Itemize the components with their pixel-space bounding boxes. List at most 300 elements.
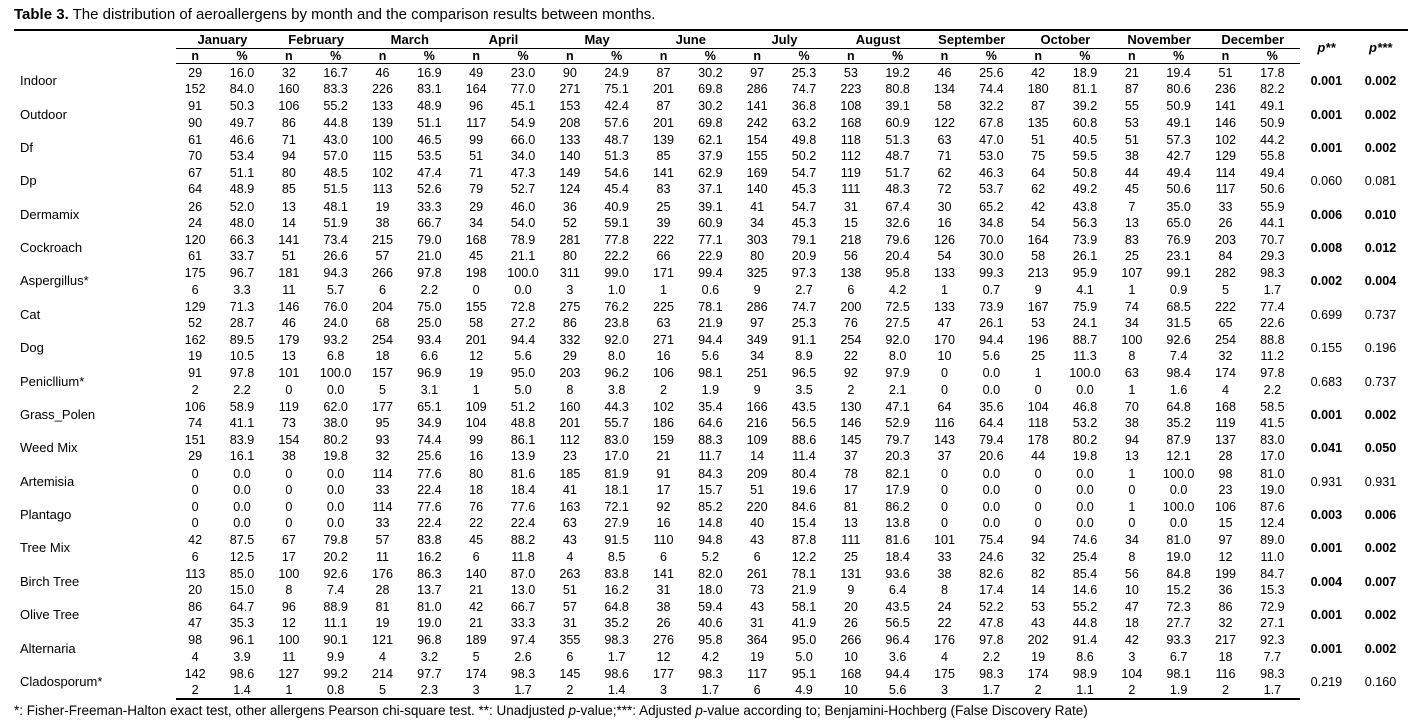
- percent-cell: 77.4: [1260, 299, 1285, 314]
- percent-cell: 88.3: [698, 433, 723, 448]
- percent-cell: 29.3: [1260, 249, 1285, 264]
- percent-cell: 35.2: [1166, 416, 1191, 431]
- count-cell: 223: [840, 82, 862, 97]
- table-caption-label: Table 3.: [14, 6, 69, 23]
- count-cell: 286: [746, 82, 768, 97]
- percent-cell: 100.0: [319, 366, 352, 381]
- count-cell: 34: [750, 215, 765, 230]
- count-cell: 20: [843, 600, 858, 615]
- p-unadjusted-cell: 0.002: [1310, 274, 1343, 289]
- count-cell: 236: [1214, 82, 1236, 97]
- count-cell: 64: [188, 182, 203, 197]
- percent-cell: 58.1: [791, 600, 817, 615]
- p-adjusted-cell: 0.081: [1364, 174, 1397, 189]
- percent-cell: 13.7: [417, 582, 442, 597]
- percent-cell: 11.1: [323, 616, 348, 631]
- count-cell: 145: [559, 666, 581, 681]
- percent-cell: 88.9: [323, 600, 348, 615]
- count-cell: 19: [750, 649, 765, 664]
- percent-cell: 47.4: [417, 166, 442, 181]
- percent-cell: 26.6: [323, 249, 348, 264]
- allergen-name: Grass_Polen: [20, 406, 96, 422]
- percent-cell: 3.1: [420, 382, 439, 397]
- count-cell: 51: [1218, 66, 1233, 81]
- percent-cell: 73.9: [1072, 232, 1098, 247]
- percent-cell: 95.8: [885, 266, 910, 281]
- count-cell: 46: [281, 315, 296, 330]
- count-cell: 86: [188, 600, 203, 615]
- percent-cell: 32.6: [885, 215, 910, 230]
- percent-cell: 25.4: [1072, 549, 1098, 564]
- percent-cell: 64.6: [698, 416, 723, 431]
- percent-cell: 98.6: [229, 666, 255, 681]
- count-cell: 218: [840, 232, 862, 247]
- count-cell: 143: [933, 433, 955, 448]
- n-header: n: [363, 49, 402, 64]
- count-cell: 95: [375, 416, 390, 431]
- percent-cell: 35.4: [698, 399, 723, 414]
- count-cell: 12: [656, 649, 671, 664]
- percent-cell: 38.0: [323, 416, 348, 431]
- count-cell: 6: [566, 649, 574, 664]
- percent-cell: 16.2: [417, 549, 442, 564]
- percent-cell: 76.2: [604, 299, 629, 314]
- percent-cell: 91.5: [604, 533, 629, 548]
- percent-cell: 99.2: [323, 666, 348, 681]
- p-adjusted-cell: 0.002: [1364, 407, 1397, 422]
- percent-cell: 15.0: [229, 582, 255, 597]
- count-cell: 67: [188, 166, 203, 181]
- p-unadjusted-cell: 0.008: [1310, 241, 1343, 256]
- count-cell: 113: [185, 566, 206, 581]
- count-cell: 10: [843, 649, 858, 664]
- count-cell: 215: [372, 232, 394, 247]
- table-row: [14, 415, 1408, 431]
- count-cell: 56: [1124, 566, 1139, 581]
- percent-cell: 55.7: [604, 416, 629, 431]
- p-adjusted-cell: 0.004: [1364, 274, 1397, 289]
- percent-cell: 58.5: [1260, 399, 1285, 414]
- count-cell: 0: [191, 499, 199, 514]
- count-cell: 141: [653, 166, 675, 181]
- percent-cell: 3.8: [607, 382, 626, 397]
- percent-cell: 5.2: [701, 549, 720, 564]
- percent-cell: 34.0: [510, 149, 536, 164]
- percent-cell: 3.9: [233, 649, 251, 664]
- count-cell: 121: [372, 633, 394, 648]
- count-cell: 16: [937, 215, 952, 230]
- percent-cell: 94.4: [885, 666, 910, 681]
- percent-cell: 60.9: [698, 215, 723, 230]
- count-cell: 155: [465, 299, 487, 314]
- count-cell: 162: [184, 333, 206, 348]
- percent-cell: 50.9: [1166, 99, 1191, 114]
- percent-cell: 15.3: [1260, 582, 1285, 597]
- count-cell: 56: [843, 249, 858, 264]
- percent-cell: 26.1: [979, 315, 1004, 330]
- percent-cell: 99.1: [1166, 266, 1191, 281]
- count-cell: 107: [1121, 266, 1143, 281]
- count-cell: 21: [656, 449, 671, 464]
- count-cell: 133: [933, 299, 955, 314]
- percent-cell: 0.6: [701, 282, 720, 297]
- count-cell: 133: [559, 132, 581, 147]
- count-cell: 0: [191, 466, 199, 481]
- percent-cell: 6.4: [888, 582, 907, 597]
- count-cell: 14: [750, 449, 765, 464]
- percent-cell: 15.4: [791, 516, 817, 531]
- count-cell: 203: [1214, 232, 1236, 247]
- count-cell: 57: [375, 533, 390, 548]
- table-row: [14, 582, 1408, 598]
- count-cell: 32: [1218, 349, 1233, 364]
- table-row: [14, 248, 1408, 264]
- percent-cell: 1.7: [1245, 682, 1300, 699]
- count-cell: 111: [841, 533, 861, 548]
- count-cell: 42: [188, 533, 203, 548]
- count-cell: 17: [656, 482, 671, 497]
- percent-header: %: [496, 49, 551, 64]
- count-cell: 2: [1112, 682, 1151, 699]
- percent-cell: 4.9: [777, 682, 832, 699]
- count-cell: 94: [1124, 433, 1139, 448]
- p-adjusted-cell: 0.002: [1364, 608, 1397, 623]
- count-cell: 29: [188, 449, 203, 464]
- percent-cell: 16.0: [229, 66, 255, 81]
- percent-cell: 5.6: [870, 682, 925, 699]
- percent-cell: 98.3: [604, 633, 629, 648]
- count-cell: 5: [379, 382, 387, 397]
- count-cell: 146: [1214, 115, 1236, 130]
- percent-cell: 24.0: [323, 315, 348, 330]
- allergen-name: Cockroach: [20, 240, 83, 256]
- month-header: July: [738, 30, 832, 49]
- percent-cell: 25.3: [791, 66, 817, 81]
- percent-cell: 42.4: [604, 99, 629, 114]
- count-cell: 185: [559, 466, 581, 481]
- percent-cell: 5.0: [795, 649, 813, 664]
- table-row: [14, 215, 1408, 231]
- count-cell: 116: [1215, 666, 1236, 681]
- month-header: May: [550, 30, 644, 49]
- count-cell: 14: [1031, 582, 1046, 597]
- count-cell: 70: [188, 149, 203, 164]
- count-cell: 31: [656, 582, 671, 597]
- count-cell: 154: [278, 433, 300, 448]
- percent-cell: 2.2: [233, 382, 251, 397]
- p-unadjusted-cell: 0.060: [1310, 174, 1343, 189]
- table-row: [14, 181, 1408, 197]
- percent-cell: 62.1: [698, 132, 723, 147]
- count-cell: 12: [281, 616, 296, 631]
- count-cell: 6: [191, 282, 199, 297]
- count-cell: 58: [937, 99, 952, 114]
- count-cell: 4: [1221, 382, 1229, 397]
- percent-cell: 48.5: [323, 166, 348, 181]
- percent-cell: 87.9: [1166, 433, 1191, 448]
- count-cell: 102: [372, 166, 394, 181]
- count-cell: 85: [656, 149, 671, 164]
- percent-cell: 4.2: [701, 649, 720, 664]
- percent-cell: 83.8: [604, 566, 629, 581]
- count-cell: 111: [841, 182, 861, 197]
- table-row: [14, 231, 1408, 248]
- percent-cell: 48.7: [604, 132, 629, 147]
- percent-cell: 34.8: [979, 215, 1004, 230]
- allergen-name: Olive Tree: [20, 607, 80, 623]
- count-cell: 6: [379, 282, 387, 297]
- percent-cell: 7.4: [1169, 349, 1188, 364]
- p-unadjusted-cell: 0.004: [1310, 574, 1343, 589]
- count-cell: 140: [465, 566, 487, 581]
- percent-cell: 47.1: [885, 399, 910, 414]
- percent-cell: 27.9: [604, 516, 629, 531]
- percent-cell: 82.2: [1260, 82, 1285, 97]
- count-cell: 0: [285, 499, 293, 514]
- count-cell: 62: [937, 166, 952, 181]
- percent-cell: 92.0: [604, 333, 629, 348]
- count-cell: 1: [660, 282, 668, 297]
- p-adjusted-cell: 0.006: [1364, 508, 1397, 523]
- percent-cell: 98.3: [979, 666, 1004, 681]
- percent-cell: 8.5: [607, 549, 626, 564]
- percent-cell: 32.2: [979, 99, 1004, 114]
- percent-cell: 22.4: [417, 482, 442, 497]
- table-row: [14, 97, 1408, 114]
- count-cell: 9: [847, 582, 855, 597]
- percent-cell: 57.0: [323, 149, 348, 164]
- count-cell: 10: [937, 349, 952, 364]
- percent-cell: 27.5: [885, 315, 910, 330]
- count-cell: 137: [1214, 433, 1236, 448]
- count-cell: 22: [843, 349, 858, 364]
- count-cell: 118: [840, 132, 861, 147]
- percent-cell: 40.5: [1072, 132, 1098, 147]
- count-cell: 47: [937, 315, 952, 330]
- count-cell: 36: [1218, 582, 1233, 597]
- percent-cell: 83.3: [323, 82, 348, 97]
- row-header-blank: [14, 30, 176, 64]
- percent-cell: 97.8: [229, 366, 255, 381]
- count-cell: 209: [746, 466, 768, 481]
- count-cell: 251: [746, 366, 768, 381]
- count-cell: 38: [656, 600, 671, 615]
- percent-cell: 75.1: [604, 82, 629, 97]
- percent-cell: 95.8: [698, 633, 723, 648]
- percent-cell: 100.0: [1162, 499, 1195, 514]
- count-cell: 282: [1214, 266, 1236, 281]
- count-cell: 140: [559, 149, 581, 164]
- percent-cell: 8.9: [795, 349, 813, 364]
- count-cell: 98: [1218, 466, 1233, 481]
- count-cell: 186: [653, 416, 675, 431]
- percent-header: %: [683, 49, 738, 64]
- count-cell: 87: [1124, 82, 1139, 97]
- count-cell: 117: [1215, 182, 1236, 197]
- count-cell: 86: [562, 315, 577, 330]
- percent-cell: 88.7: [1072, 333, 1098, 348]
- table-caption-text: The distribution of aeroallergens by month and the comparison results between months.: [68, 6, 656, 23]
- percent-cell: 52.0: [229, 199, 255, 214]
- count-cell: 3: [644, 682, 683, 699]
- percent-cell: 63.2: [791, 115, 817, 130]
- count-cell: 2: [1206, 682, 1245, 699]
- percent-cell: 41.1: [229, 416, 255, 431]
- count-cell: 14: [281, 215, 296, 230]
- count-cell: 81: [375, 600, 390, 615]
- percent-cell: 5.6: [701, 349, 720, 364]
- count-cell: 222: [1214, 299, 1236, 314]
- count-cell: 53: [843, 66, 858, 81]
- p-adjusted-cell: 0.002: [1364, 140, 1397, 155]
- p-unadjusted-cell: 0.931: [1310, 474, 1343, 489]
- count-cell: 57: [562, 600, 577, 615]
- percent-cell: 73.9: [979, 299, 1004, 314]
- percent-cell: 99.3: [979, 266, 1004, 281]
- count-cell: 46: [375, 66, 390, 81]
- n-header: n: [457, 49, 496, 64]
- count-cell: 140: [746, 182, 768, 197]
- percent-cell: 41.9: [791, 616, 817, 631]
- count-cell: 141: [653, 566, 675, 581]
- percent-cell: 100.0: [1162, 466, 1195, 481]
- percent-header: %: [870, 49, 925, 64]
- count-cell: 22: [469, 516, 484, 531]
- count-cell: 58: [469, 315, 484, 330]
- percent-cell: 51.9: [323, 215, 348, 230]
- percent-cell: 17.0: [604, 449, 629, 464]
- percent-cell: 96.9: [417, 366, 442, 381]
- count-cell: 364: [746, 633, 768, 648]
- percent-cell: 84.7: [1260, 566, 1285, 581]
- percent-cell: 84.8: [1166, 566, 1191, 581]
- percent-cell: 98.1: [698, 366, 723, 381]
- count-cell: 8: [285, 582, 293, 597]
- count-cell: 51: [562, 582, 577, 597]
- percent-cell: 8.0: [607, 349, 626, 364]
- percent-cell: 93.2: [323, 333, 348, 348]
- percent-cell: 75.0: [417, 299, 442, 314]
- count-cell: 2: [1019, 682, 1058, 699]
- count-cell: 19: [375, 199, 390, 214]
- count-cell: 177: [653, 666, 675, 681]
- percent-cell: 100.0: [1069, 366, 1101, 381]
- percent-header: %: [1058, 49, 1113, 64]
- count-cell: 126: [933, 232, 955, 247]
- percent-cell: 49.4: [1260, 166, 1285, 181]
- percent-cell: 53.2: [1072, 416, 1098, 431]
- count-cell: 102: [653, 399, 675, 414]
- count-cell: 0: [940, 366, 948, 381]
- percent-cell: 50.2: [791, 149, 817, 164]
- percent-cell: 33.3: [417, 199, 442, 214]
- percent-cell: 64.7: [229, 600, 255, 615]
- count-cell: 63: [656, 315, 671, 330]
- count-cell: 180: [1027, 82, 1049, 97]
- count-cell: 100: [278, 633, 300, 648]
- percent-cell: 74.6: [1072, 533, 1098, 548]
- percent-cell: 98.6: [604, 666, 629, 681]
- percent-cell: 18.4: [885, 549, 910, 564]
- percent-cell: 51.1: [229, 166, 255, 181]
- percent-cell: 17.0: [1260, 449, 1285, 464]
- n-header: n: [831, 49, 870, 64]
- percent-cell: 60.9: [885, 115, 910, 130]
- percent-cell: 13.0: [510, 582, 536, 597]
- percent-cell: 1.4: [215, 682, 270, 699]
- count-cell: 1: [1128, 499, 1136, 514]
- count-cell: 32: [1031, 549, 1046, 564]
- count-cell: 75: [1031, 149, 1046, 164]
- count-cell: 38: [1124, 149, 1139, 164]
- count-cell: 13: [1124, 215, 1139, 230]
- table-row: [14, 515, 1408, 531]
- p-unadjusted-cell: 0.219: [1310, 675, 1343, 690]
- count-cell: 117: [466, 115, 487, 130]
- count-cell: 254: [1214, 333, 1236, 348]
- percent-cell: 75.9: [1072, 299, 1098, 314]
- percent-cell: 0.0: [326, 466, 345, 481]
- count-cell: 100: [1121, 333, 1143, 348]
- count-cell: 16: [656, 516, 671, 531]
- count-cell: 0: [191, 516, 199, 531]
- percent-cell: 3.5: [795, 382, 813, 397]
- count-cell: 159: [653, 433, 675, 448]
- count-cell: 1: [1128, 466, 1136, 481]
- percent-cell: 18.1: [604, 482, 629, 497]
- percent-cell: 83.0: [1260, 433, 1285, 448]
- percent-cell: 12.2: [791, 549, 817, 564]
- percent-cell: 0.0: [1076, 499, 1094, 514]
- percent-cell: 48.0: [229, 215, 255, 230]
- count-cell: 6: [472, 549, 480, 564]
- percent-cell: 18.0: [698, 582, 723, 597]
- count-cell: 2: [191, 382, 199, 397]
- percent-cell: 87.0: [510, 566, 536, 581]
- count-cell: 66: [656, 249, 671, 264]
- percent-cell: 7.4: [326, 582, 345, 597]
- percent-cell: 21.1: [510, 249, 536, 264]
- count-cell: 16: [656, 349, 671, 364]
- percent-cell: 37.1: [698, 182, 723, 197]
- count-cell: 303: [746, 232, 768, 247]
- count-cell: 51: [1124, 132, 1139, 147]
- percent-cell: 18.9: [1072, 66, 1098, 81]
- percent-cell: 62.9: [698, 166, 723, 181]
- p-adjusted-header: p***: [1353, 30, 1408, 64]
- count-cell: 24: [188, 215, 203, 230]
- percent-cell: 26.1: [1072, 249, 1098, 264]
- count-cell: 204: [372, 299, 394, 314]
- percent-cell: 81.0: [1166, 533, 1191, 548]
- percent-cell: 94.8: [698, 533, 723, 548]
- n-header: n: [644, 49, 683, 64]
- count-cell: 0: [285, 382, 293, 397]
- percent-header: %: [1151, 49, 1206, 64]
- count-cell: 25: [1031, 349, 1046, 364]
- count-cell: 37: [843, 449, 858, 464]
- p-adjusted-cell: 0.002: [1364, 107, 1397, 122]
- allergen-name: Dog: [20, 340, 44, 356]
- count-cell: 62: [1031, 182, 1046, 197]
- count-cell: 160: [278, 82, 300, 97]
- month-header: September: [925, 30, 1019, 49]
- p-unadjusted-cell: 0.006: [1310, 207, 1343, 222]
- percent-cell: 49.1: [1260, 99, 1285, 114]
- percent-cell: 72.8: [510, 299, 536, 314]
- percent-cell: 84.6: [791, 499, 817, 514]
- p-adjusted-cell: 0.002: [1364, 541, 1397, 556]
